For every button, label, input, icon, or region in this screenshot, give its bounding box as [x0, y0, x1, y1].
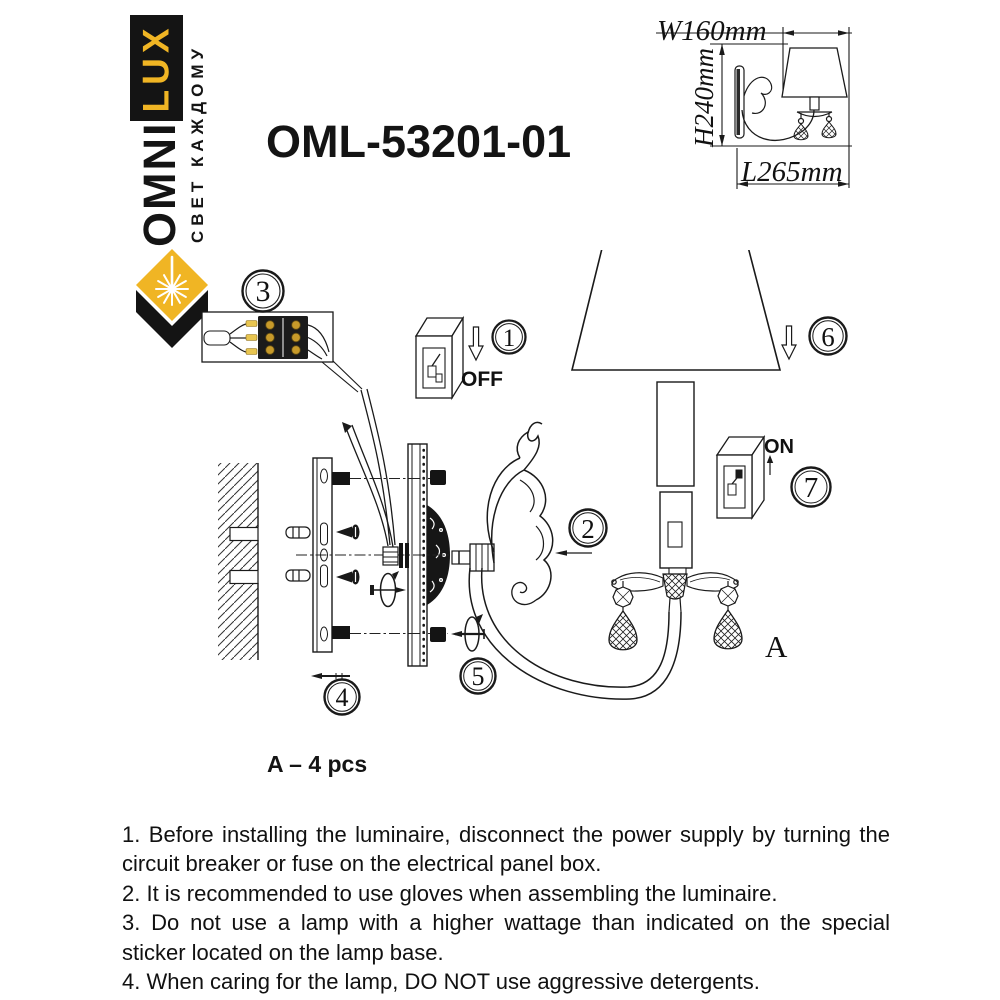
svg-text:4: 4	[335, 683, 349, 712]
callout-3	[243, 271, 284, 312]
instruction-item-4: 4. When caring for the lamp, DO NOT use aggressive detergents.	[122, 969, 760, 995]
rotate-screw-bottom	[451, 614, 484, 651]
svg-text:5: 5	[471, 662, 485, 691]
callout2-arrow-head	[555, 550, 567, 556]
brand-tagline: СВЕТ КАЖДОМУ	[188, 43, 207, 243]
bracket-stud-bottom	[332, 626, 350, 639]
wall-drill-hole	[230, 571, 258, 584]
callout-4	[325, 680, 360, 715]
candle-socket	[657, 382, 694, 574]
breaker-on	[717, 437, 764, 518]
svg-text:3: 3	[255, 275, 271, 308]
wall-section	[218, 463, 258, 660]
dimension-diagram	[650, 0, 900, 200]
rotate-screw-center	[370, 571, 406, 607]
parts-count-note: A – 4 pcs	[267, 751, 368, 777]
callout-6	[810, 318, 847, 355]
arrow-down-off	[469, 327, 483, 360]
terminal-detail-box	[202, 312, 362, 392]
off-label: OFF	[461, 368, 503, 391]
mounting-screw	[336, 570, 360, 585]
crystal-label: A	[765, 629, 788, 664]
bracket-stud-top	[332, 472, 350, 485]
cable-sheath	[204, 331, 230, 345]
dim-height-label: H240mm	[689, 48, 719, 147]
wire-connector	[383, 543, 409, 568]
callout-2	[570, 510, 607, 547]
svg-text:7: 7	[803, 472, 819, 504]
breaker-off	[416, 318, 463, 398]
callout-5	[461, 659, 496, 694]
brand-lux-text: LUX	[135, 23, 177, 113]
instruction-item-3: 3. Do not use a lamp with a higher wattage than indicated on the special sticker located on the lamp base.	[122, 910, 890, 965]
assembly-diagram	[120, 250, 900, 740]
cap-nut-top	[430, 470, 446, 485]
wall-drill-hole	[230, 528, 258, 541]
lamp-shade	[572, 250, 780, 370]
brand-lux-box	[130, 15, 183, 121]
svg-text:2: 2	[581, 514, 595, 544]
supply-wires	[346, 389, 395, 547]
model-number: OML-53201-01	[266, 116, 572, 167]
instruction-item-1: 1. Before installing the luminaire, disconnect the power supply by turning the circuit breaker or fuse on the electrical panel box.	[122, 822, 890, 877]
svg-text:6: 6	[821, 322, 835, 352]
mounting-screw	[336, 525, 360, 540]
instructions-list	[122, 820, 890, 996]
callout-7	[792, 468, 831, 507]
wall-anchor	[286, 570, 310, 581]
mini-lamp-sketch	[735, 48, 847, 140]
svg-text:1: 1	[502, 325, 516, 352]
dim-length-label: L265mm	[741, 156, 843, 188]
on-label: ON	[764, 436, 794, 458]
brand-omni-text: OMNI	[134, 121, 185, 247]
wall-anchor	[286, 527, 310, 538]
dim-width-label: W160mm	[657, 15, 767, 47]
screw-callout4	[311, 673, 350, 679]
wire-ferrules	[246, 321, 257, 355]
instruction-item-2: 2. It is recommended to use gloves when assembling the luminaire.	[122, 880, 778, 906]
arrow-down-shade	[782, 326, 796, 359]
callout-1	[493, 321, 526, 354]
cap-nut-bottom	[430, 627, 446, 642]
lamp-arm	[452, 422, 681, 699]
